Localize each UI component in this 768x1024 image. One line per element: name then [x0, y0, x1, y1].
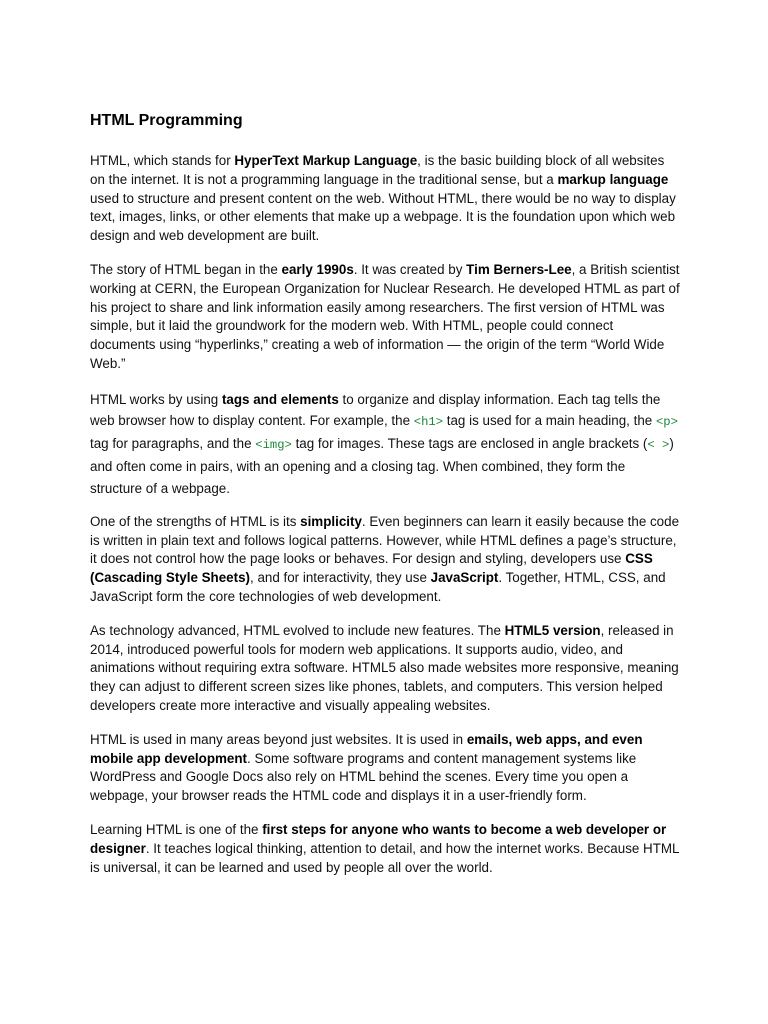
text-run: HTML, which stands for [90, 153, 235, 168]
text-run: tag is used for a main heading, the [443, 412, 656, 428]
inline-code: <h1> [413, 414, 444, 429]
text-run: One of the strengths of HTML is its [90, 513, 301, 529]
bold-term: markup language [557, 171, 669, 187]
text-run: ) and often come in pairs, with an opening and a closing tag. When combined, they form the structure of a webpage. [90, 436, 674, 496]
paragraph-7 [90, 821, 680, 877]
inline-code: <img> [255, 438, 292, 453]
text-run: used to structure and present content on the web. Without HTML, there would be no way to display text, images, links, or other elements that make up a webpage. It is the foundation upon which web design and web development are built. [90, 190, 676, 244]
bold-term: JavaScript [430, 570, 499, 586]
paragraph-1 [90, 152, 680, 246]
text-run: The story of HTML began in the [90, 261, 282, 277]
text-run: . Together, HTML, CSS, and JavaScript form the core technologies of web development. [90, 570, 666, 604]
paragraph-5 [90, 622, 680, 716]
inline-code: <p> [655, 414, 678, 429]
text-run: , is the basic building block of all websites on the internet. It is not a programming language in the traditional sense, but a [90, 153, 665, 187]
text-run: As technology advanced, HTML evolved to include new features. The [90, 622, 505, 638]
text-run: . It was created by [353, 261, 467, 277]
inline-code: < > [647, 438, 670, 453]
bold-term: HyperText Markup Language [234, 153, 418, 168]
bold-term: early 1990s [281, 261, 354, 277]
document-body [90, 152, 680, 877]
text-run: . It teaches logical thinking, attention to detail, and how the internet works. Because HTML is universal, it can be learned and used by people all over the world. [90, 840, 680, 875]
text-run: to organize and display information. Each tag tells the web browser how to display content. For example, the [90, 391, 661, 428]
paragraph-6 [90, 731, 680, 806]
text-run: HTML is used in many areas beyond just websites. It is used in [90, 731, 467, 747]
paragraph-4 [90, 513, 680, 607]
bold-term: simplicity [300, 513, 362, 529]
text-run: . Some software programs and content management systems like WordPress and Google Docs also rely on HTML behind the scenes. Every time you open a webpage, your browser reads the HTML code and displays it in a user-friendly form. [90, 750, 637, 804]
text-run: , and for interactivity, they use [250, 570, 431, 586]
bold-term: first steps for anyone who wants to become a web developer or designer [90, 821, 667, 856]
text-run: Learning HTML is one of the [90, 821, 263, 837]
document-page [90, 110, 680, 892]
text-run: HTML works by using [90, 391, 222, 407]
text-run: tag for images. These tags are enclosed in angle brackets ( [291, 436, 648, 452]
paragraph-3 [90, 389, 680, 499]
document-title: HTML Programming [90, 112, 243, 129]
text-run: . Even beginners can learn it easily because the code is written in plain text and follows logical patterns. However, while HTML defines a page’s structure, it does not control how the page looks or behaves. For design and styling, developers use [90, 513, 680, 567]
text-run: tag for paragraphs, and the [90, 436, 256, 452]
bold-term: CSS (Cascading Style Sheets) [90, 551, 653, 586]
bold-term: emails, web apps, and even mobile app development [90, 731, 643, 766]
bold-term: Tim Berners-Lee [466, 261, 572, 277]
bold-term: tags and elements [221, 391, 339, 407]
bold-term: HTML5 version [504, 622, 601, 638]
text-run: , released in 2014, introduced powerful tools for modern web applications. It supports audio, video, and animations without requiring extra software. HTML5 also made websites more responsive, meaning they can adjust to different screen sizes like phones, tablets, and computers. This version helped developers create more interactive and visually appealing websites. [90, 622, 679, 713]
paragraph-2 [90, 261, 680, 374]
text-run: , a British scientist working at CERN, the European Organization for Nuclear Research. He developed HTML as part of his project to share and link information easily among researchers. The first version of HTML was simple, but it laid the groundwork for the modern web. With HTML, people could connect documents using “hyperlinks,” creating a web of information — the origin of the term “World Wide Web.” [90, 261, 680, 371]
